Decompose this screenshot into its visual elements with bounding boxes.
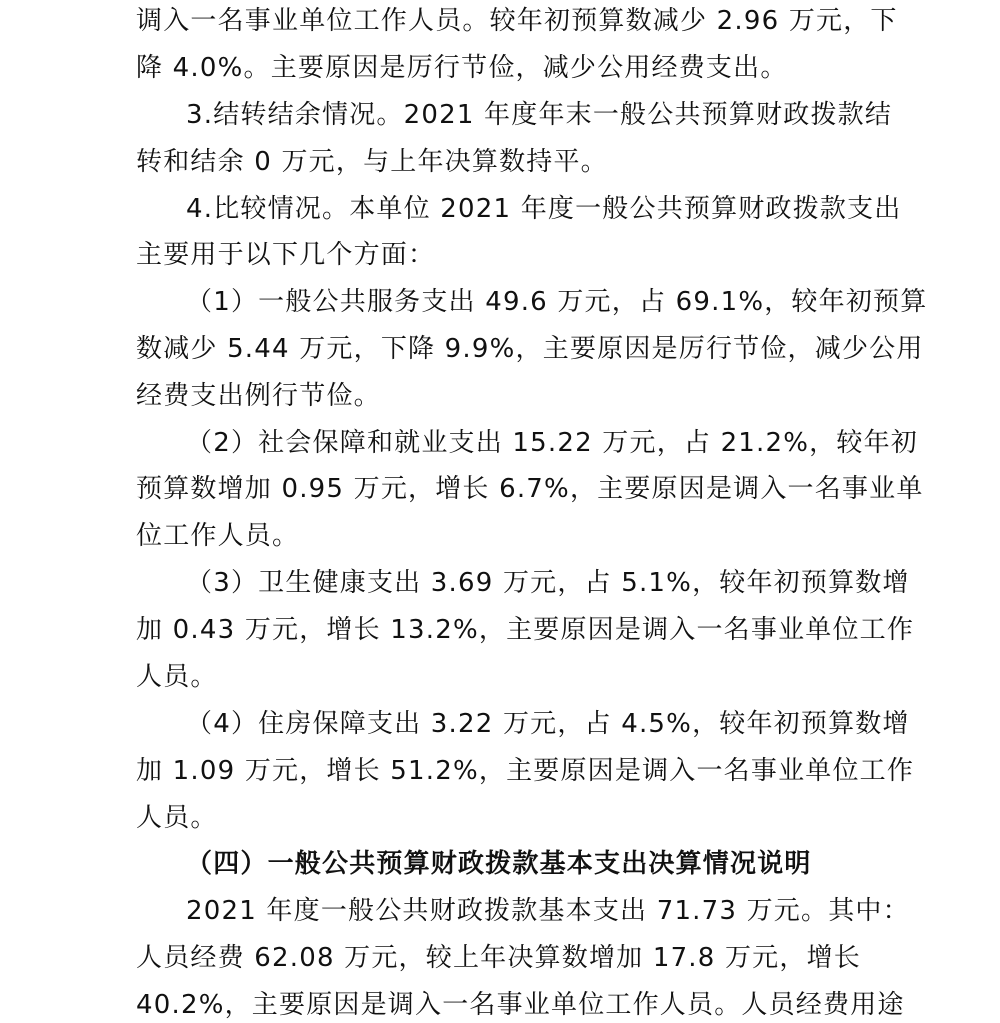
paragraph-line: 40.2%，主要原因是调入一名事业单位工作人员。人员经费用途: [136, 990, 905, 1020]
list-item-line: 预算数增加 0.95 万元，增长 6.7%，主要原因是调入一名事业单: [136, 474, 924, 504]
paragraph-line: 3.结转结余情况。2021 年度年末一般公共预算财政拨款结: [186, 100, 893, 130]
section-heading: （四）一般公共预算财政拨款基本支出决算情况说明: [186, 849, 812, 879]
paragraph-line: 降 4.0%。主要原因是厉行节俭，减少公用经费支出。: [136, 53, 788, 83]
paragraph-line: 主要用于以下几个方面：: [136, 240, 436, 270]
list-item-line: 人员。: [136, 662, 218, 692]
list-item-line: 人员。: [136, 803, 218, 833]
paragraph-line: 4.比较情况。本单位 2021 年度一般公共预算财政拨款支出: [186, 194, 902, 224]
paragraph-line: 调入一名事业单位工作人员。较年初预算数减少 2.96 万元，下: [136, 6, 898, 36]
list-item-line: （1）一般公共服务支出 49.6 万元，占 69.1%，较年初预算: [186, 287, 928, 317]
list-item-line: 位工作人员。: [136, 521, 300, 551]
list-item-line: 经费支出例行节俭。: [136, 381, 381, 411]
list-item-line: （3）卫生健康支出 3.69 万元，占 5.1%，较年初预算数增: [186, 568, 910, 598]
paragraph-line: 2021 年度一般公共财政拨款基本支出 71.73 万元。其中：: [186, 896, 910, 926]
list-item-line: （4）住房保障支出 3.22 万元，占 4.5%，较年初预算数增: [186, 709, 910, 739]
list-item-line: 加 1.09 万元，增长 51.2%，主要原因是调入一名事业单位工作: [136, 756, 915, 786]
list-item-line: 加 0.43 万元，增长 13.2%，主要原因是调入一名事业单位工作: [136, 615, 915, 645]
list-item-line: 数减少 5.44 万元，下降 9.9%，主要原因是厉行节俭，减少公用: [136, 334, 924, 364]
paragraph-line: 人员经费 62.08 万元，较上年决算数增加 17.8 万元，增长: [136, 943, 861, 973]
list-item-line: （2）社会保障和就业支出 15.22 万元，占 21.2%，较年初: [186, 428, 918, 458]
paragraph-line: 转和结余 0 万元，与上年决算数持平。: [136, 147, 608, 177]
